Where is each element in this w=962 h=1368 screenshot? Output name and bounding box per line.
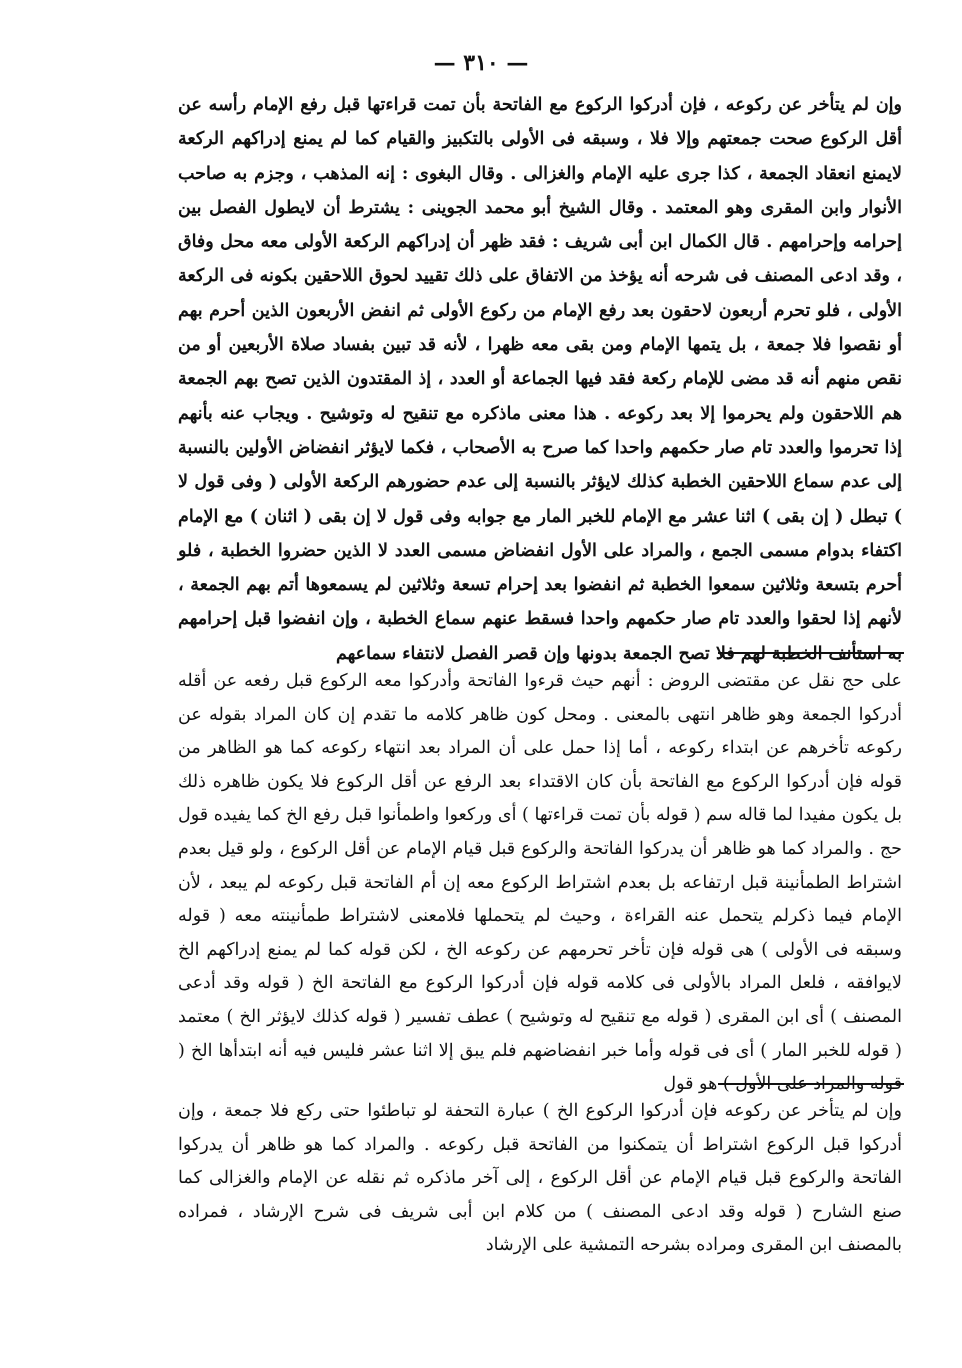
page-number: — ٣١٠ — — [433, 50, 529, 76]
main-text-block — [178, 88, 902, 664]
commentary-block-upper — [178, 665, 902, 1095]
commentary-paragraph-lower: وإن لم يتأخر عن ركوعه فإن أدركوا الركوع الخ ) عبارة التحفة لو تباطئوا حتى ركع فلا جمعة ، وإن أدركوا قبل الركوع اشتراط أن يتمكنوا من الفاتحة قبل ركوعه . والمراد كما هو ظاهر أن يدركوا الفاتحة والركوع قبل قيام الإمام عن أقل الركوع ، إلى آخر ماذكره ثم نقله عن الإمام والغزالى كما صنع الشارح ( قوله وقد ادعى المصنف ) من كلام ابن أبى شريف فى شرح الإرشاد ، فمراده بالمصنف ابن المقرى ومراده بشرحه التمشية على الإرشاد — [178, 1101, 902, 1256]
footnote-divider — [718, 652, 904, 654]
main-paragraph: وإن لم يتأخر عن ركوعه ، فإن أدركوا الركوع مع الفاتحة بأن تمت قراءتها قبل رفع الإمام رأسه عن أقل الركوع صحت جمعتهم وإلا فلا ، وسبقه فى الأولى بالتكبيز والقيام كما لم يمنع إدراكهم الركعة لايمنع انعقاد الجمعة ، كذا جرى عليه الإمام والغزالى . وقال البغوى : إنه المذهب ، وجزم به صاحب الأنوار وابن المقرى وهو المعتمد . وقال الشيخ أبو محمد الجوينى : يشترط أن لايطول الفصل بين إحرامه وإحرامهم . قال الكمال ابن أبى شريف : فقد ظهر أن إدراكهم الركعة الأولى معه محل وفاق ، وقد ادعى المصنف فى شرحه أنه يؤخذ من الاتفاق على ذلك تقييد لحوق اللاحقين بكونه فى الركعة الأولى ، فلو تحرم أربعون لاحقون بعد رفع الإمام من ركوع الأولى ثم انفض الأربعون الذين أحرم بهم أو نقصوا فلا جمعة ، بل يتمها الإمام ومن بقى معه ظهرا ، لأنه قد تبين بفساد صلاة الأربعين أو من نقص منهم أنه قد مضى للإمام ركعة فقد فيها الجماعة أو العدد ، إذ المقتدون الذين تصح بهم الجمعة هم اللاحقون ولم يحرموا إلا بعد ركوعه . هذا معنى ماذكره مع تنقيح له وتوشيح . ويجاب عنه بأنهم إذا تحرموا والعدد تام صار حكمهم واحدا كما صرح به الأصحاب ، فكما لايؤثر انفضاض الأولين بالنسبة إلى عدم سماع اللاحقين الخطبة كذلك لايؤثر بالنسبة إلى عدم حضورهم الركعة الأولى ( وفى قول لا ) تبطل ( إن بقى ) اثنا عشر مع الإمام للخبر المار مع جوابه وفى قول لا إن بقى ( اثنان ) مع الإمام اكتفاء بدوام مسمى الجمع ، والمراد على الأول انفضاض مسمى العدد لا الذين حضروا الخطبة ، فلو أحرم بتسعة وثلاثين سمعوا الخطبة ثم انفضوا بعد إحرام تسعة وثلاثين لم يسمعوها أتم بهم الجمعة ، لأنهم إذا لحقوا والعدد تام صار حكمهم واحدا فسقط عنهم سماع الخطبة ، وإن انفضوا قبل إحرامهم به استأنف الخطبة لهم فلا تصح الجمعة بدونها وإن قصر الفصل لانتفاء سماعهم — [178, 95, 902, 664]
footnote-divider — [718, 1083, 904, 1085]
commentary-paragraph-upper: على حج نقل عن مقتضى الروض : أنهم حيث قرءوا الفاتحة وأدركوا معه الركوع قبل رفعه عن أقله أدركوا الجمعة وهو ظاهر انتهى بالمعنى . ومحل كون ظاهر كلامه ما تقدم إن كان المراد بقوله عن ركوعه تأخرهم عن ابتداء ركوعه ، أما إذا حمل على أن المراد بعد انتهاء ركوعه كما هو الظاهر من قوله فإن أدركوا الركوع مع الفاتحة بأن كان الاقتداء بعد الرفع عن أقل الركوع فلا يكون ظاهره ذلك بل يكون مفيدا لما قاله سم ( قوله بأن تمت قراءتها ) أى وركعوا واطمأنوا قبل رفع الخ كما يفيده قول حج . والمراد كما هو ظاهر أن يدركوا الفاتحة والركوع قبل قيام الإمام عن أقل الركوع ، ولو قيل بعدم اشتراط الطمأنينة قبل ارتفاعه بل بعدم اشتراط الركوع معه إن أم الفاتحة قبل ركوعه لم يبعد ، لأن الإمام فيما ذكرلم يتحمل عنه القراءة ، وحيث لم يتحملها فلامعنى لاشتراط طمأنينته معه ( قوله وسبقه فى الأولى ) هى قوله فإن تأخر تحرمهم عن ركوعه الخ ، لكن قوله كما لم يمنع إدراكهم الخ لايوافقه ، فلعل المراد بالأولى فى كلامه قوله فإن أدركوا الركوع مع الفاتحة الخ ( قوله وقد أدعى المصنف ) أى ابن المقرى ( قوله مع تنقيح له وتوشيح ) عطف تفسير ( قوله كذلك لايؤثر الخ ) معتمد ( قوله للخبر المار ) أى فى قوله وأما خبر انفضاضهم فلم يبق إلا اثنا عشر فليس فيه أنه ابتدأها الخ ( قوله والمراد على الأول ) هو قول — [178, 671, 902, 1095]
commentary-block-lower — [178, 1095, 902, 1295]
